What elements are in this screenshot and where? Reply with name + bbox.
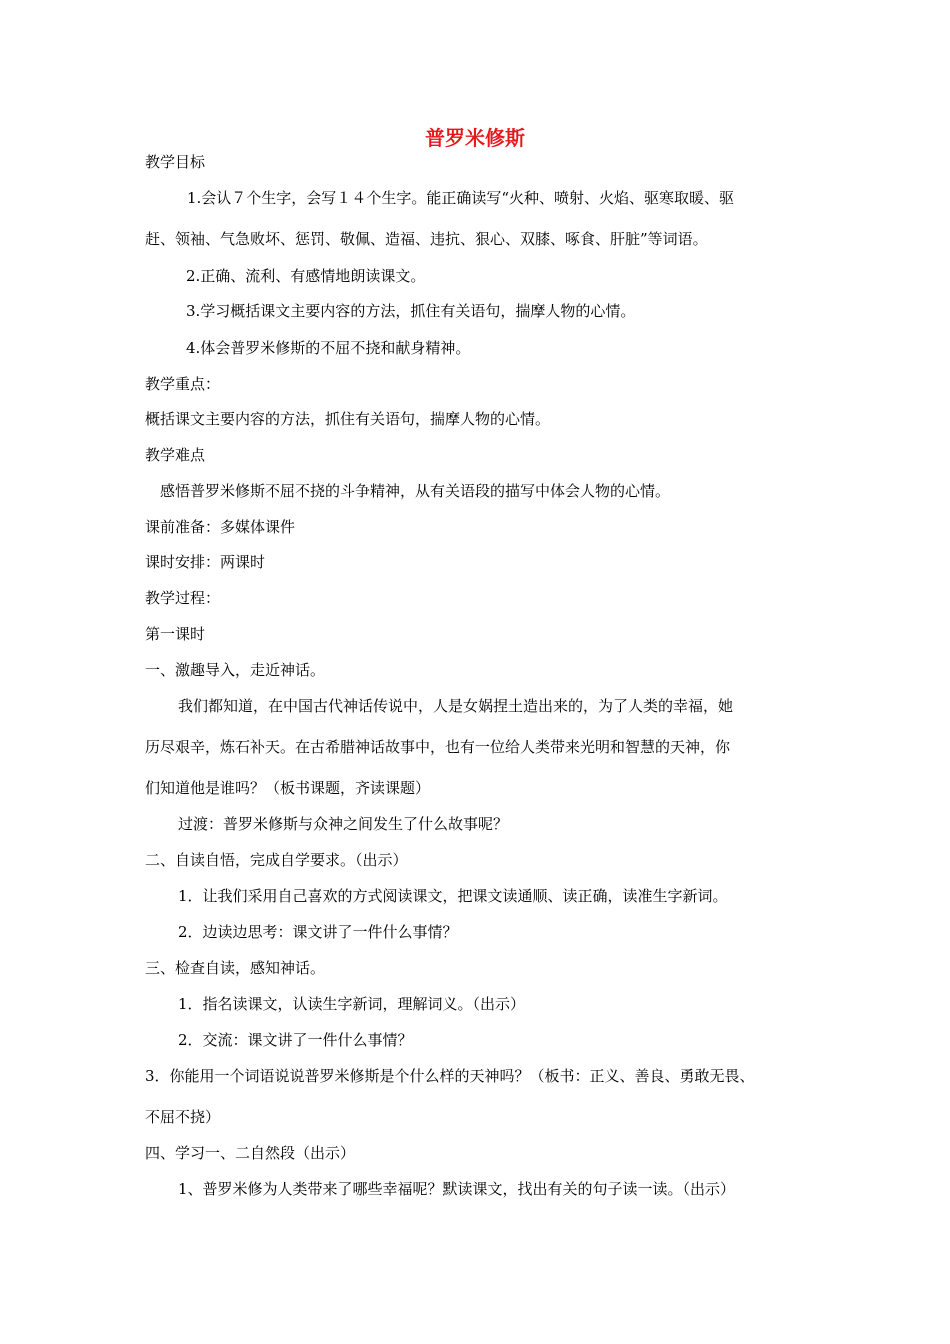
text-line: 1．指名读课文，认读生字新词，理解词义。（出示） xyxy=(178,995,526,1013)
text-line: 二、自读自悟，完成自学要求。（出示） xyxy=(145,851,408,869)
text-line: 历尽艰辛，炼石补天。在古希腊神话故事中，也有一位给人类带来光明和智慧的天神，你 xyxy=(145,738,731,756)
text-line: 3.学习概括课文主要内容的方法，抓住有关语句，揣摩人物的心情。 xyxy=(186,302,636,320)
text-line: 概括课文主要内容的方法，抓住有关语句，揣摩人物的心情。 xyxy=(145,410,551,428)
text-line: 第一课时 xyxy=(145,625,206,643)
text-line: 3．你能用一个词语说说普罗米修斯是个什么样的天神吗？（板书：正义、善良、勇敢无畏、 xyxy=(145,1067,755,1085)
text-line: 4.体会普罗米修斯的不屈不挠和献身精神。 xyxy=(186,339,471,357)
text-line: 过渡：普罗米修斯与众神之间发生了什么故事呢？ xyxy=(178,815,509,833)
text-line: 1、普罗米修为人类带来了哪些幸福呢？默读课文，找出有关的句子读一读。（出示） xyxy=(178,1180,736,1198)
text-line: 教学重点： xyxy=(145,375,221,393)
text-line: 感悟普罗米修斯不屈不挠的斗争精神，从有关语段的描写中体会人物的心情。 xyxy=(160,482,671,500)
text-line: 我们都知道，在中国古代神话传说中，人是女娲捏土造出来的，为了人类的幸福，她 xyxy=(178,697,734,715)
text-line: 不屈不挠） xyxy=(145,1108,221,1126)
text-line: 课前准备：多媒体课件 xyxy=(145,518,296,536)
text-line: 2．边读边思考：课文讲了一件什么事情？ xyxy=(178,923,458,941)
text-line: 教学过程： xyxy=(145,589,221,607)
text-line: 们知道他是谁吗？（板书课题，齐读课题） xyxy=(145,779,431,797)
text-line: 三、检查自读，感知神话。 xyxy=(145,959,326,977)
text-line: 教学目标 xyxy=(145,153,206,171)
text-line: 四、学习一、二自然段（出示） xyxy=(145,1144,356,1162)
text-line: 1．让我们采用自己喜欢的方式阅读课文，把课文读通顺、读正确，读准生字新词。 xyxy=(178,887,728,905)
document-title: 普罗米修斯 xyxy=(425,126,525,150)
text-line: 教学难点 xyxy=(145,446,206,464)
text-line: 2.正确、流利、有感情地朗读课文。 xyxy=(186,267,426,285)
text-line: 赶、领袖、气急败坏、惩罚、敬佩、造福、违抗、狠心、双膝、啄食、肝脏”等词语。 xyxy=(145,230,708,248)
text-line: 课时安排：两课时 xyxy=(145,553,266,571)
text-line: 1.会认７个生字，会写１４个生字。能正确读写“火种、喷射、火焰、驱寒取暖、驱 xyxy=(187,189,734,207)
text-line: 2．交流：课文讲了一件什么事情？ xyxy=(178,1031,413,1049)
text-line: 一、激趣导入，走近神话。 xyxy=(145,661,326,679)
